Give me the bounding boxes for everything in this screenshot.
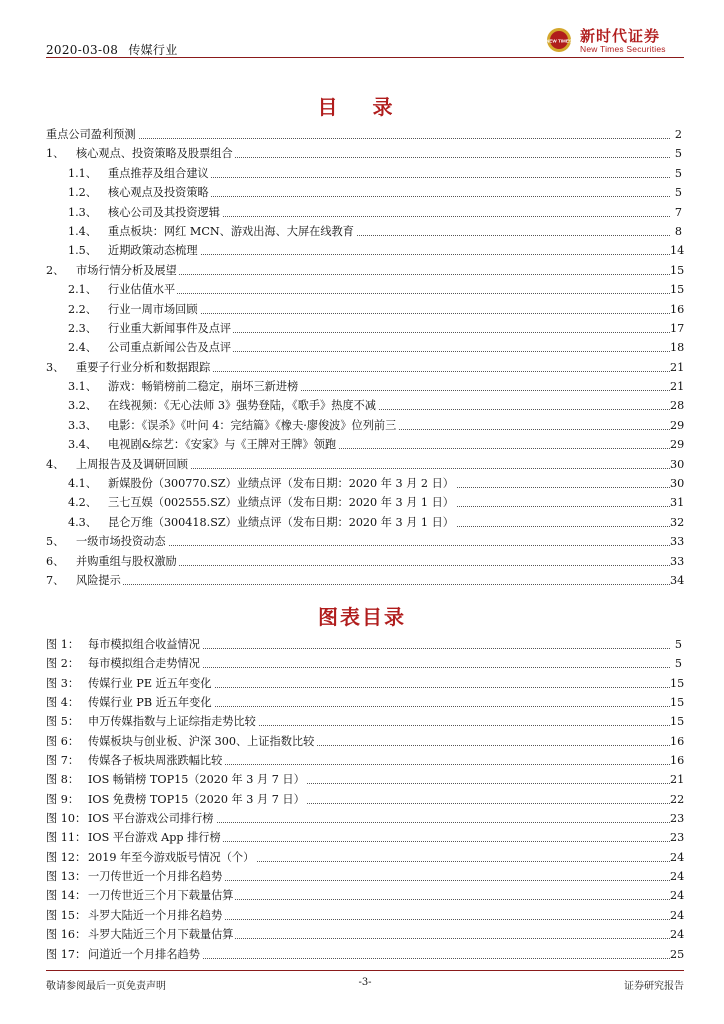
toc-entry-label: 行业估值水平 (108, 280, 177, 299)
toc-entry[interactable] (46, 435, 685, 454)
figure-entry[interactable] (46, 867, 685, 886)
figure-entry-page: 25 (670, 947, 685, 961)
toc-entry-label: 重点公司盈利预测 (46, 125, 138, 144)
figure-list (46, 635, 685, 964)
toc-entry-number: 3、 (46, 360, 65, 374)
toc-entry-page: 31 (670, 493, 682, 512)
toc-entry-label: 公司重点新闻公告及点评 (108, 338, 233, 357)
toc-entry-number: 3.3、 (68, 418, 97, 432)
toc-entry[interactable] (46, 571, 685, 590)
figure-entry[interactable] (46, 770, 685, 789)
figure-entry-number: 图 17： (46, 947, 87, 961)
figure-entry-number: 图 8： (46, 773, 80, 787)
figure-entry-label: 问道近一个月排名趋势 (88, 945, 202, 964)
figure-entry-number: 图 2： (46, 657, 80, 671)
toc-entry-page: 29 (670, 435, 682, 454)
toc-entry-number: 2.2、 (68, 302, 97, 316)
figure-entry[interactable] (46, 848, 685, 867)
toc-entry[interactable] (46, 416, 685, 435)
toc-entry-page: 15 (670, 261, 682, 280)
figure-entry[interactable] (46, 654, 682, 673)
toc-entry[interactable] (46, 203, 682, 222)
toc-entry-page: 5 (670, 164, 682, 183)
figure-entry-label: 传媒行业 PB 近五年变化 (88, 693, 214, 712)
figure-entry-label: 2019 年至今游戏版号情况（个） (88, 848, 256, 867)
header-divider (46, 57, 684, 58)
toc-entry[interactable] (46, 338, 685, 357)
toc-entry-page: 5 (670, 183, 682, 202)
figure-entry-label: IOS 畅销榜 TOP15（2020 年 3 月 7 日） (88, 770, 307, 789)
figure-entry-number: 图 6： (46, 734, 80, 748)
figure-entry-number: 图 12： (46, 850, 87, 864)
toc-entry-page: 29 (670, 416, 682, 435)
figure-entry-label: 每市模拟组合收益情况 (88, 635, 202, 654)
toc-entry[interactable] (46, 300, 685, 319)
figure-entry-label: 传媒板块与创业板、沪深 300、上证指数比较 (88, 732, 316, 751)
figure-entry[interactable] (46, 751, 685, 770)
disclaimer-note: 敬请参阅最后一页免责声明 (46, 981, 166, 992)
figure-entry-number: 图 4： (46, 696, 80, 710)
toc-entry-label: 游戏：畅销榜前二稳定，崩坏三新进榜 (108, 377, 300, 396)
figure-entry[interactable] (46, 712, 685, 731)
toc-entry[interactable] (46, 222, 682, 241)
figure-entry-page: 24 (670, 850, 685, 864)
page-footer (46, 970, 684, 992)
toc-entry-page: 33 (670, 532, 682, 551)
figure-entry[interactable] (46, 809, 685, 828)
figure-entry-label: 申万传媒指数与上证综指走势比较 (88, 712, 258, 731)
figure-entry[interactable] (46, 906, 685, 925)
figure-entry-page: 15 (670, 715, 685, 729)
toc-entry[interactable] (46, 493, 685, 512)
toc-entry-page: 16 (670, 300, 682, 319)
toc-entry-page: 5 (670, 144, 682, 163)
toc-entry-label: 行业一周市场回顾 (108, 300, 200, 319)
page-number: -3- (358, 977, 372, 988)
figure-entry[interactable] (46, 828, 685, 847)
toc-entry-page: 8 (670, 222, 682, 241)
toc-entry[interactable] (46, 552, 685, 571)
figure-entry-page: 16 (670, 754, 685, 768)
figure-entry-page: 24 (670, 908, 685, 922)
toc-entry-label: 三七互娱（002555.SZ）业绩点评（发布日期：2020 年 3 月 1 日） (108, 493, 456, 512)
figure-entry-page: 15 (670, 696, 685, 710)
toc-entry[interactable] (46, 241, 685, 260)
figure-entry-label: 传媒各子板块周涨跌幅比较 (88, 751, 224, 770)
figure-entry-page: 5 (674, 657, 682, 671)
figure-entry-page: 24 (670, 889, 685, 903)
figure-entry-label: 传媒行业 PE 近五年变化 (88, 674, 214, 693)
toc-entry-number: 3.4、 (68, 438, 97, 452)
toc-entry-number: 1.4、 (68, 224, 97, 238)
toc-entry-label: 一级市场投资动态 (76, 532, 168, 551)
logo-chinese-name: 新时代证券 (580, 27, 661, 45)
svg-text:NEW TIMES: NEW TIMES (545, 38, 573, 44)
footer-divider (46, 970, 684, 971)
figure-entry-number: 图 16： (46, 928, 87, 942)
header-info (46, 41, 178, 58)
toc-entry-number: 3.2、 (68, 399, 97, 413)
figure-entry-number: 图 5： (46, 715, 80, 729)
toc-entry-number: 4.1、 (68, 477, 97, 491)
toc-entry-label: 重点板块：网红 MCN、游戏出海、大屏在线教育 (108, 222, 356, 241)
toc-leader-dots (78, 584, 670, 585)
toc-entry-label: 行业重大新闻事件及点评 (108, 319, 233, 338)
toc-entry[interactable] (46, 474, 685, 493)
toc-entry-page: 30 (670, 474, 682, 493)
toc-entry-number: 1.2、 (68, 186, 97, 200)
toc-entry-label: 在线视频：《无心法师 3》强势登陆，《歌手》热度不减 (108, 396, 378, 415)
toc-entry-page: 15 (670, 280, 682, 299)
figures-title: 图表目录 (318, 605, 406, 629)
toc-entry-page: 18 (670, 338, 682, 357)
toc-entry-page: 28 (670, 396, 682, 415)
figure-entry-number: 图 9： (46, 792, 80, 806)
figure-entry[interactable] (46, 693, 685, 712)
figure-entry-label: 斗罗大陆近三个月下载量估算 (88, 925, 235, 944)
toc-entry-page: 17 (670, 319, 682, 338)
figure-entry-number: 图 3： (46, 676, 80, 690)
toc-entry-page: 32 (670, 513, 682, 532)
toc-entry[interactable] (46, 125, 682, 144)
figure-entry-page: 23 (670, 812, 685, 826)
figure-entry[interactable] (46, 945, 685, 964)
toc-entry-page: 21 (670, 358, 682, 377)
toc-entry-number: 1.1、 (68, 166, 97, 180)
figure-entry-label: 每市模拟组合走势情况 (88, 654, 202, 673)
toc-entry-number: 4.3、 (68, 515, 97, 529)
logo-badge-icon (544, 26, 574, 54)
toc-entry-page: 7 (670, 203, 682, 222)
toc-entry[interactable] (46, 513, 685, 532)
figure-entry-page: 21 (670, 773, 685, 787)
figure-entry[interactable] (46, 732, 685, 751)
toc-entry-number: 4、 (46, 457, 65, 471)
company-logo (544, 24, 684, 56)
toc-entry-label: 风险提示 (76, 571, 123, 590)
toc-entry-label: 核心公司及其投资逻辑 (108, 203, 222, 222)
figure-entry-page: 15 (670, 676, 685, 690)
toc-entry-label: 重要子行业分析和数据跟踪 (76, 358, 212, 377)
toc-entry-number: 6、 (46, 554, 65, 568)
toc-entry-number: 5、 (46, 535, 65, 549)
toc-entry[interactable] (46, 280, 685, 299)
toc-entry-page: 33 (670, 552, 682, 571)
toc-entry-number: 1、 (46, 147, 65, 161)
toc-entry[interactable] (46, 183, 682, 202)
figure-entry-label: IOS 平台游戏 App 排行榜 (88, 828, 223, 847)
toc-entry-page: 34 (670, 571, 682, 590)
figure-entry-number: 图 13： (46, 870, 87, 884)
toc-entry-label: 电影：《误杀》《叶问 4：完结篇》《橡夫·廖俊波》位列前三 (108, 416, 398, 435)
report-category: 传媒行业 (128, 43, 178, 57)
toc-entry-number: 2.1、 (68, 283, 97, 297)
toc-entry[interactable] (46, 532, 685, 551)
toc-entry-number: 1.3、 (68, 205, 97, 219)
toc-entry-label: 近期政策动态梳理 (108, 241, 200, 260)
figure-entry-label: 一刀传世近三个月下载量估算 (88, 886, 235, 905)
table-of-contents (46, 125, 685, 590)
figure-entry[interactable] (46, 886, 685, 905)
toc-entry[interactable] (46, 261, 685, 280)
figure-entry-number: 图 14： (46, 889, 87, 903)
report-type: 证券研究报告 (624, 981, 684, 992)
toc-entry-label: 电视剧&综艺：《安家》与《王牌对王牌》领跑 (108, 435, 338, 454)
toc-title: 目 录 (317, 95, 407, 119)
figure-entry-page: 5 (674, 638, 682, 651)
toc-entry[interactable] (46, 164, 682, 183)
toc-entry-number: 4.2、 (68, 496, 97, 510)
figure-entry-number: 图 11： (46, 831, 87, 845)
toc-entry-number: 2.4、 (68, 341, 97, 355)
toc-entry[interactable] (46, 377, 685, 396)
toc-entry-page: 2 (670, 125, 682, 144)
toc-leader-dots (110, 293, 670, 294)
toc-entry[interactable] (46, 144, 682, 163)
toc-leader-dots (48, 138, 670, 139)
figure-entry[interactable] (46, 674, 685, 693)
toc-entry[interactable] (46, 396, 685, 415)
figure-entry-number: 图 1： (46, 638, 80, 651)
figure-entry-page: 16 (670, 734, 685, 748)
toc-entry-label: 并购重组与股权激励 (76, 552, 179, 571)
page-header (46, 24, 684, 60)
figure-entry-label: IOS 平台游戏公司排行榜 (88, 809, 216, 828)
toc-entry[interactable] (46, 455, 685, 474)
toc-entry-label: 新媒股份（300770.SZ）业绩点评（发布日期：2020 年 3 月 2 日） (108, 474, 456, 493)
figure-entry-page: 24 (670, 870, 685, 884)
toc-entry-label: 市场行情分析及展望 (76, 261, 179, 280)
toc-entry-label: 核心观点、投资策略及股票组合 (76, 144, 235, 163)
figure-entry-label: 斗罗大陆近一个月排名趋势 (88, 906, 224, 925)
figure-entry-label: IOS 免费榜 TOP15（2020 年 3 月 7 日） (88, 790, 307, 809)
toc-entry-number: 1.5、 (68, 244, 97, 258)
figure-entry-page: 24 (670, 928, 685, 942)
figure-entry-number: 图 7： (46, 754, 80, 768)
toc-entry[interactable] (46, 319, 685, 338)
toc-entry-number: 2、 (46, 263, 65, 277)
toc-entry-label: 昆仑万维（300418.SZ）业绩点评（发布日期：2020 年 3 月 1 日） (108, 513, 456, 532)
figure-entry-number: 图 15： (46, 908, 87, 922)
figure-entry[interactable] (46, 790, 685, 809)
toc-entry[interactable] (46, 358, 685, 377)
toc-entry-label: 重点推荐及组合建议 (108, 164, 211, 183)
toc-entry-number: 7、 (46, 573, 65, 587)
figure-entry-page: 23 (670, 831, 685, 845)
toc-entry-page: 21 (670, 377, 682, 396)
toc-entry-number: 3.1、 (68, 380, 97, 394)
figure-entry-page: 22 (670, 792, 685, 806)
figure-entry[interactable] (46, 925, 685, 944)
logo-english-name: New Times Securities (580, 44, 666, 54)
figure-entry-label: 一刀传世近一个月排名趋势 (88, 867, 224, 886)
toc-entry-label: 上周报告及及调研回顾 (76, 455, 190, 474)
toc-entry-number: 2.3、 (68, 321, 97, 335)
toc-entry-label: 核心观点及投资策略 (108, 183, 211, 202)
figure-entry[interactable] (46, 635, 682, 654)
figure-entry-number: 图 10： (46, 812, 87, 826)
toc-entry-page: 30 (670, 455, 682, 474)
report-date: 2020-03-08 (46, 43, 119, 57)
toc-entry-page: 14 (670, 241, 682, 260)
